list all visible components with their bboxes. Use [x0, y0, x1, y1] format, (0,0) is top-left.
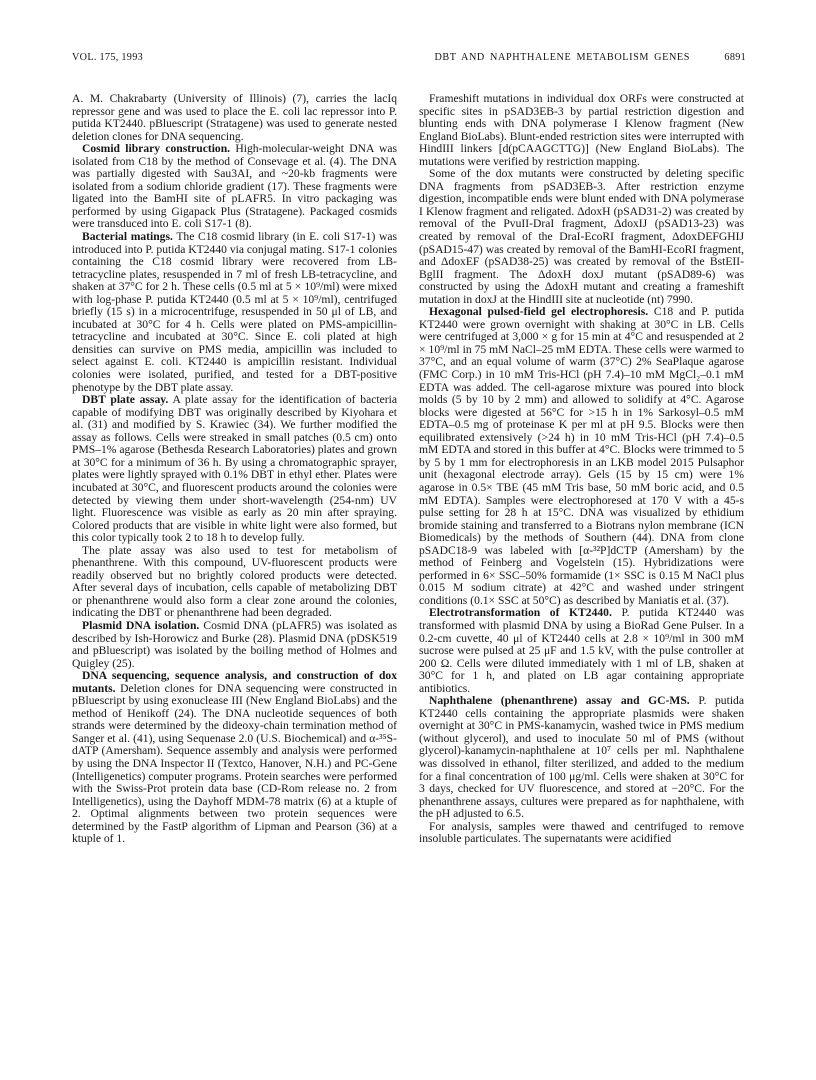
paragraph-dna-sequencing — [72, 670, 397, 846]
paragraph-dbt-plate-assay — [72, 394, 397, 545]
paragraph-text: The C18 cosmid library (in E. coli S17-1) was introduced into P. putida KT2440 via conjugal mating. S17-1 colonies containing the C18 cosmid library were recovered from LB-tetracycline plates, resuspended in 7 ml of fresh LB-tetracycline, and shaken at 37°C for 2 h. These cells (0.5 ml at 5 × 10⁹/ml) were mixed with log-phase P. putida KT2440 (0.5 ml at 5 × 10⁹/ml), centrifuged briefly (15 s) in a microcentrifuge, resuspended in 50 μl of LB, and incubated at 30°C for 4 h. Cells were plated on PMS-ampicillin-tetracycline and incubated at 30°C. Since E. coli plated at high densities can survive on PMS media, ampicillin was included to select against E. coli. KT2440 is ampicillin resistant. Individual colonies were isolated, purified, and tested for a DBT-positive phenotype by the DBT plate assay. — [72, 230, 397, 394]
paragraph-naphthalene-assay — [419, 695, 744, 820]
section-heading: Plasmid DNA isolation. — [82, 618, 200, 632]
running-title: DBT AND NAPHTHALENE METABOLISM GENES — [434, 52, 690, 63]
section-heading: Cosmid library construction. — [82, 142, 231, 156]
left-column — [72, 93, 397, 846]
section-heading: Hexagonal pulsed-field gel electrophoresis. — [429, 305, 649, 319]
paragraph-text: Deletion clones for DNA sequencing were constructed in pBluescript by using exonuclease III (New England BioLabs) and the method of Henikoff (24). The DNA nucleotide sequences of both strands were determined by the dideoxy-chain termination method of Sanger et al. (41), using Sequenase 2.0 (U.S. Biochemical) and α-³⁵S-dATP (Amersham). Sequence assembly and analysis were performed by using the DNA Inspector II (Textco, Hanover, N.H.) and PC-Gene (Intelligenetics) computer programs. Protein searches were performed with the Swiss-Prot protein data base (CD-Rom release no. 2 from Intelligenetics), using the Dayhoff MDM-78 matrix (6) at a ktuple of 2. Optimal alignments between two protein sequences were determined by the FastP algorithm of Lipman and Pearson (36) at a ktuple of 1. — [72, 681, 397, 846]
paragraph-text: C18 and P. putida KT2440 were grown overnight with shaking at 30°C in LB. Cells were centrifuged at 3,000 × g for 15 min at 4°C and resuspended at 2 × 10⁹/ml in 75 mM NaCl–25 mM EDTA. These cells were warmed to 37°C, and an equal volume of warm (37°C) 2% SeaPlaque agarose (FMC Corp.) in 10 mM Tris-HCl (pH 7.4)–10 mM MgCl₂–0.1 mM EDTA was added. The cell-agarose mixture was poured into block molds (5 by 10 by 2 mm) and allowed to solidify at 4°C. Agarose blocks were digested at 56°C for >15 h in 1% Sarkosyl–0.5 mM EDTA–0.5 mg of proteinase K per ml at pH 9.5. Blocks were then equilibrated extensively (>24 h) in 10 mM Tris-HCl (pH 7.4)–0.5 mM EDTA and stored in this buffer at 4°C. Blocks were trimmed to 5 by 5 by 1 mm for electrophoresis in an LKB model 2015 Pulsaphor unit (hexagonal electrode array). Gels (15 by 15 cm) were 1% agarose in 0.5× TBE (45 mM Tris base, 50 mM boric acid, and 0.5 mM EDTA). Samples were electrophoresed at 170 V with a 45-s pulse setting for 28 h at 15°C. DNA was visualized by ethidium bromide staining and transferred to a Biotrans nylon membrane (ICN Biomedicals) by the methods of Southern (44). DNA from clone pSADC18-9 was labeled with [α-³²P]dCTP (Amersham) by the method of Feinberg and Vogelstein (15). Hybridizations were performed in 6× SSC–50% formamide (1× SSC is 0.15 M NaCl plus 0.015 M sodium citrate) at 42°C and washed under stringent conditions (0.1× SSC at 50°C) as described by Maniatis et al. (37). — [419, 305, 744, 607]
paragraph-text: The plate assay was also used to test for metabolism of phenanthrene. With this compound, UV-fluorescent products were readily observed but no brightly colored products were detected. After several days of incubation, cells capable of metabolizing DBT or phenanthrene would also form a clear zone around the colonies, indicating the DBT or phenanthrene had been degraded. — [72, 543, 397, 620]
paragraph-electrotransformation — [419, 607, 744, 695]
right-column — [419, 93, 744, 846]
paragraph-cosmid-library-construction — [72, 143, 397, 231]
paragraph-pulsed-field-electrophoresis — [419, 306, 744, 607]
paragraph-analysis-continuation — [419, 821, 744, 846]
paragraph-dox-deletion-mutants — [419, 168, 744, 306]
paragraph-phenanthrene-plate-assay — [72, 545, 397, 620]
page-number: 6891 — [724, 52, 746, 63]
section-heading: Bacterial matings. — [82, 230, 173, 244]
paragraph-text: P. putida KT2440 was transformed with plasmid DNA by using a BioRad Gene Pulser. In a 0.2-cm cuvette, 40 μl of KT2440 cells at 2.8 × 10⁹/ml in 300 mM sucrose were pulsed at 25 μF and 1.5 kV, with the pulse controller at 200 Ω. Cells were diluted immediately with 1 ml of LB, shaken at 30°C for 1 h, and plated on LB agar containing appropriate antibiotics. — [419, 606, 745, 695]
section-heading: DNA sequencing, sequence analysis, and construction of dox mutants. — [72, 669, 397, 695]
paragraph-text: Cosmid DNA (pLAFR5) was isolated as described by Ish-Horowicz and Burke (28). Plasmid DNA (pDSK519 and pBluescript) was isolated by the boiling method of Holmes and Quigley (25). — [72, 618, 397, 670]
running-head — [72, 52, 746, 65]
two-column-text — [72, 93, 746, 846]
paragraph-frameshift-mutations — [419, 93, 744, 168]
paragraph-text: A. M. Chakrabarty (University of Illinois) (7), carries the lacIq repressor gene and was used to place the E. coli lac repressor into P. putida KT2440. pBluescript (Stratagene) was used to generate nested deletion clones for DNA sequencing. — [72, 92, 397, 143]
paragraph-text: A plate assay for the identification of bacteria capable of modifying DBT was originally described by Kiyohara et al. (31) and modified by S. Krawiec (34). We further modified the assay as follows. Cells were streaked in small patches (0.5 cm) onto PMS–1% agarose (Bethesda Research Laboratories) plates and grown at 30°C for a minimum of 36 h. By using a chromatographic sprayer, plates were lightly sprayed with 0.1% DBT in ethyl ether. Plates were incubated at 30°C, and fluorescent products around the colonies were detected by viewing them under short-wavelength (254-nm) UV light. Fluorescence was visible as early as 20 min after spraying. Colored products that are visible in white light were also formed, but this color typically took 2 to 18 h to develop fully. — [72, 393, 397, 545]
paragraph-text: For analysis, samples were thawed and centrifuged to remove insoluble particulates. The supernatants were acidified — [419, 819, 744, 846]
section-heading: Naphthalene (phenanthrene) assay and GC-MS. — [429, 694, 690, 708]
section-heading: Electrotransformation of KT2440. — [429, 606, 612, 620]
paragraph-text: High-molecular-weight DNA was isolated from C18 by the method of Consevage et al. (4). The DNA was partially digested with Sau3AI, and ~20-kb fragments were isolated from a sodium chloride gradient (17). These fragments were ligated into the BamHI site of pLAFR5. In vitro packaging was performed by using Gigapack Plus (Stratagene). Packaged cosmids were transduced into E. coli S17-1 (8). — [72, 142, 398, 231]
section-heading: DBT plate assay. — [82, 393, 169, 407]
volume-info: VOL. 175, 1993 — [72, 52, 143, 63]
paragraph-plasmid-dna-isolation — [72, 620, 397, 670]
paragraph-text: P. putida KT2440 cells containing the appropriate plasmids were shaken overnight at 30°C in PMS-kanamycin, washed twice in PMS medium (without glycerol), and used to inoculate 50 ml of PMS (without glycerol)-kanamycin-naphthalene at 10⁷ cells per ml. Naphthalene was dissolved in ethanol, filter sterilized, and added to the medium for a final concentration of 100 μg/ml. Cells were shaken at 30°C for 3 days, checked for UV fluorescence, and stored at −20°C. For the phenanthrene assays, cultures were prepared as for naphthalene, with the pH adjusted to 6.5. — [419, 694, 744, 821]
paragraph-bacterial-matings — [72, 231, 397, 394]
paragraph-text: Frameshift mutations in individual dox ORFs were constructed at specific sites in pSAD3EB-3 by partial restriction digestion and blunting ends with DNA polymerase I Klenow fragment (New England BioLabs). Blunt-ended restriction sites were interrupted with HindIII linkers [d(pCAAGCTTG)] (New England BioLabs). The mutations were verified by restriction mapping. — [419, 92, 744, 168]
paragraph-text: Some of the dox mutants were constructed by deleting specific DNA fragments from pSAD3EB-3. After restriction enzyme digestion, incompatible ends were blunt ended with DNA polymerase I Klenow fragment and religated. ΔdoxH (pSAD31-2) was created by removal of the PvuII-DraI fragment, ΔdoxIJ (pSAD13-23) was created by removal of the DraI-EcoRI fragment, ΔdoxDEFGHIJ (pSAD15-47) was created by removal of the BamHI-EcoRI fragment, and ΔdoxEF (pSAD38-25) was created by removal of the BstEII-BglII fragment. The ΔdoxH doxJ mutant (pSAD89-6) was constructed by using the ΔdoxH mutant and creating a frameshift mutation in doxJ at the HindIII site at nucleotide (nt) 7990. — [419, 167, 744, 306]
paragraph-intro-continuation — [72, 93, 397, 143]
